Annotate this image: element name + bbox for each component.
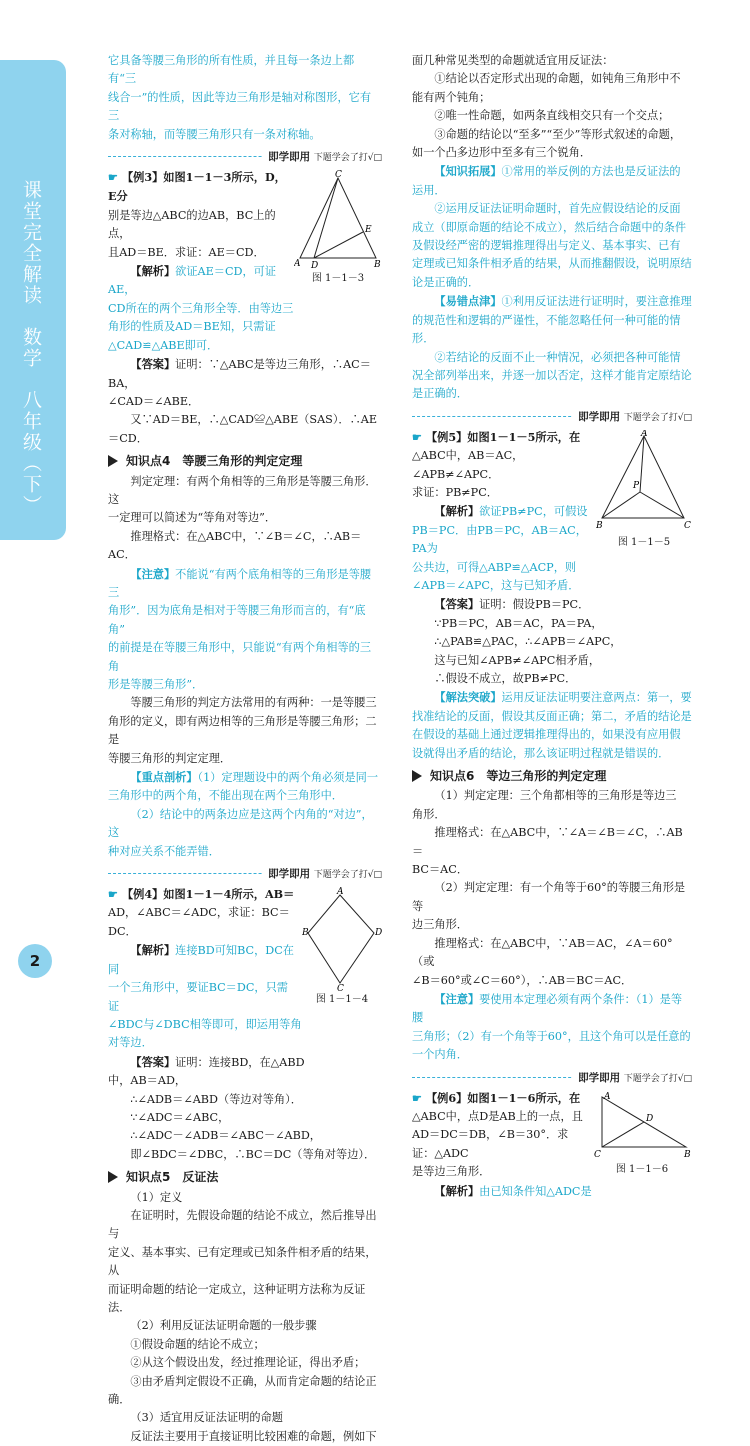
body-line: 面几种常见类型的命题就适宜用反证法： [412, 54, 614, 67]
ext-line: 成立（即原命题的结论不成立），然后结合命题中的条件 [412, 220, 687, 234]
answer-line: ∴假设不成立，故PB≠PC． [434, 672, 577, 685]
practice-bar-title: 即学即用 [578, 1071, 621, 1084]
example-line: AD，∠ABC＝∠ADC，求证：BC＝DC． [108, 906, 290, 938]
label-A: A [604, 1091, 611, 1102]
tip-line: 找准结论的反面，假设其反面正确；第二，矛盾的结论是 [412, 709, 692, 723]
body-line: （1）定义 [130, 1190, 183, 1204]
err-line: 是正确的． [412, 387, 468, 401]
note-line: 【注意】不能说“有两个底角相等的三角形是等腰三 [108, 566, 372, 599]
body-line: 边三角形． [412, 918, 468, 932]
analysis-line: 【解析】欲证AE＝CD，可证AE， [108, 264, 277, 297]
figure-1-1-6 [592, 1091, 692, 1179]
example-line: △ABC中，AB＝AC，∠APB≠∠APC． [412, 449, 524, 481]
practice-bar-checkbox[interactable]: 下题学会了打√□ [623, 412, 692, 423]
analysis-line: 【解析】欲证PB≠PC，可假设 [434, 504, 588, 519]
key-line: 【重点剖析】（1）定理题设中的两个角必须是同一 [130, 770, 379, 785]
example-line: ☛ 【例5】如图1－1－5所示，在 [412, 429, 581, 444]
triangle-bullet-icon [108, 455, 118, 467]
label-C: C [594, 1149, 601, 1160]
label-C: C [335, 170, 342, 181]
answer-line: 这与已知∠APB≠∠APC相矛盾， [434, 653, 601, 667]
intro-line: 它具备等腰三角形的所有性质，并且每一条边上都有“三 [108, 54, 355, 86]
ext-line: 定理或已知条件相矛盾的结果，从而推翻假设，说明原结 [412, 257, 692, 271]
analysis-line: 角形的性质及AD＝BE知，只需证 [108, 320, 276, 334]
practice-bar [412, 408, 692, 424]
body-line: BC＝AC． [412, 863, 469, 877]
analysis-line: PB＝PC．由PB＝PC，AB＝AC，PA为 [412, 523, 587, 556]
body-line: 而证明命题的结论一定成立，这种证明方法称为反证法． [108, 1282, 366, 1314]
analysis-line: △CAD≌△ABE即可． [108, 338, 219, 352]
analysis-line: 【解析】由已知条件知△ADC是 [434, 1183, 592, 1198]
example-line: ☛ 【例4】如图1－1－4所示，AB＝ [108, 887, 295, 902]
label-B: B [684, 1149, 691, 1160]
example-line: 是等边三角形． [412, 1165, 491, 1179]
example-line: ☛ 【例6】如图1－1－6所示，在 [412, 1090, 581, 1105]
example-line: AD＝DC＝DB，∠B＝30°．求证：△ADC [412, 1128, 569, 1160]
note-line: 【注意】要使用本定理必须有两个条件：（1）是等腰 [412, 991, 683, 1025]
body-line: 判定定理：有两个角相等的三角形是等腰三角形．这 [108, 474, 377, 506]
label-B: B [302, 928, 309, 939]
note-line: 的前提是在等腰三角形中，只能说“有两个角相等的三角 [108, 641, 372, 673]
body-line: 如一个凸多边形中至多有三个锐角． [412, 146, 592, 160]
body-line: ①结论以否定形式出现的命题，如钝角三角形中不 [434, 72, 681, 86]
body-line: ①假设命题的结论不成立； [130, 1337, 265, 1351]
knowledge-point-heading: 知识点6 等边三角形的判定定理 [412, 767, 692, 785]
analysis-line: ∠APB＝∠APC，这与已知矛盾． [412, 578, 580, 592]
label-C: C [684, 520, 691, 531]
body-line: 角形的定义，即有两边相等的三角形是等腰三角形；二是 [108, 714, 377, 747]
err-line: ②若结论的反面不止一种情况，必须把各种可能情 [434, 350, 681, 364]
note-line: 一个内角． [412, 1048, 468, 1062]
body-line: 反证法主要用于直接证明比较困难的命题，例如下 [130, 1429, 377, 1443]
practice-bar-checkbox[interactable]: 下题学会了打√□ [313, 870, 382, 881]
body-line: 在证明时，先假设命题的结论不成立，然后推导出与 [108, 1208, 377, 1241]
body-line: （3）适宜用反证法证明的命题 [130, 1411, 283, 1425]
analysis-line: 一个三角形中，要证BC＝DC，只需证 [108, 981, 288, 1013]
label-A: A [294, 259, 301, 270]
note-line: 三角形；（2）有一个角等于60°，且这个角可以是任意的 [412, 1029, 691, 1043]
right-triangle-figure [592, 1091, 692, 1161]
vertical-book-title: 课堂完全解读 数学 八年级（下） [20, 180, 42, 516]
ext-line: 【知识拓展】①常用的举反例的方法也是反证法的 [434, 164, 681, 179]
triangle-figure [294, 170, 382, 270]
answer-line: ∴∠ADC－∠ADB＝∠ABC－∠ABD， [130, 1129, 321, 1143]
ext-line: 论是正确的． [412, 275, 480, 289]
label-D: D [311, 261, 319, 271]
figure-caption: 图 1－1－6 [615, 1163, 669, 1175]
answer-line: ∴△PAB≌△PAC，∴∠APB＝∠APC， [434, 635, 622, 649]
body-line: 一定理可以简述为“等角对等边”． [108, 511, 277, 525]
label-D: D [375, 928, 382, 939]
tip-line: 【解法突破】运用反证法证明要注意两点：第一，要 [434, 690, 692, 705]
example-line: 求证：PB≠PC． [412, 485, 498, 499]
example-line: ☛ 【例3】如图1－1－3所示，D，E分 [108, 170, 286, 204]
body-line: 等腰三角形的判定定理． [108, 751, 232, 765]
answer-line: 又∵AD＝BE，∴△CAD≌△ABE（SAS）．∴AE＝CD． [108, 413, 378, 445]
left-column [108, 52, 382, 1446]
body-line: ②从这个假设出发，经过推理论证，得出矛盾； [130, 1356, 366, 1370]
body-line: ②唯一性命题，如两条直线相交只有一个交点； [434, 109, 670, 123]
kite-figure [302, 887, 382, 991]
answer-line: 【答案】证明：∵△ABC是等边三角形，∴AC＝BA， [108, 357, 371, 390]
body-line: （1）判定定理：三个角都相等的三角形是等边三 [434, 789, 677, 803]
body-line: （2）判定定理：有一个角等于60°的等腰三角形是等 [412, 881, 686, 913]
ext-line: 及假设经严密的逻辑推理得出与定义、基本事实、已有 [412, 239, 681, 253]
body-line: 推理格式：在△ABC中，∵∠B＝∠C，∴AB＝AC． [108, 529, 362, 562]
body-line: 等腰三角形的判定方法常用的有两种：一是等腰三 [130, 696, 377, 710]
tip-line: 在假设的基础上通过逻辑推理得出的，如果没有应用假 [412, 728, 681, 742]
answer-line: 中，AB＝AD， [108, 1074, 187, 1088]
label-D: D [646, 1113, 654, 1124]
answer-line: ∴∠ADB＝∠ABD（等边对等角）． [130, 1092, 302, 1106]
figure-caption: 图 1－1－4 [315, 994, 369, 1006]
tip-line: 设就得出矛盾的结论，那么该证明过程就是错误的． [412, 746, 670, 760]
figure-1-1-3 [294, 170, 382, 288]
label-A: A [641, 429, 648, 439]
answer-line: ∠CAD＝∠ABE． [108, 394, 200, 408]
practice-bar-title: 即学即用 [268, 868, 311, 881]
example-line: △ABC中，点D是AB上的一点，且 [412, 1109, 583, 1123]
practice-bar [108, 865, 382, 881]
analysis-line: 对等边． [108, 1036, 153, 1050]
key-line: 种对应关系不能弄错． [108, 844, 220, 858]
label-B: B [374, 260, 381, 271]
err-line: 【易错点津】①利用反证法进行证明时，要注意推理 [434, 294, 692, 309]
intro-line: 线合一”的性质，因此等边三角形是轴对称图形，它有三 [108, 90, 372, 123]
right-column [412, 52, 692, 1201]
body-line: ③由矛盾判定假设不正确，从而肯定命题的结论正确． [108, 1374, 377, 1407]
body-line: 能有两个钝角； [412, 90, 491, 104]
answer-line: 【答案】证明：假设PB＝PC． [434, 597, 590, 612]
label-B: B [596, 520, 603, 531]
figure-1-1-4 [302, 887, 382, 1009]
body-line: 定义、基本事实、已有定理或已知条件相矛盾的结果，从 [108, 1245, 377, 1278]
note-line: 角形”．因为底角是相对于等腰三角形而言的，有“底角” [108, 604, 366, 636]
label-A: A [337, 887, 344, 898]
sidebar [0, 0, 70, 1061]
knowledge-point-heading: 知识点5 反证法 [108, 1168, 382, 1186]
body-line: 角形． [412, 807, 446, 821]
answer-line: 【答案】证明：连接BD，在△ABD [130, 1054, 305, 1069]
analysis-line: 公共边，可得△ABP≌△ACP，则 [412, 560, 577, 574]
body-line: 推理格式：在△ABC中，∵∠A＝∠B＝∠C，∴AB＝ [412, 826, 683, 858]
key-line: 三角形中的两个角，不能出现在两个三角形中． [108, 789, 343, 803]
label-P: P [633, 480, 640, 491]
key-line: （2）结论中的两条边应是这两个内角的“对边”，这 [108, 807, 373, 840]
intro-line: 条对称轴，而等腰三角形只有一条对称轴。 [108, 127, 321, 141]
analysis-line: CD所在的两个三角形全等．由等边三 [108, 301, 294, 315]
triangle-point-figure [596, 430, 692, 534]
practice-bar-title: 即学即用 [578, 410, 621, 423]
label-C: C [337, 984, 344, 992]
answer-line: 即∠BDC＝∠DBC，∴BC＝DC（等角对等边）． [130, 1147, 376, 1161]
answer-line: ∵∠ADC＝∠ABC， [130, 1110, 230, 1124]
example-line: 别是等边△ABC的边AB，BC上的点， [108, 208, 276, 241]
triangle-bullet-icon [108, 1171, 118, 1183]
note-line: 形是等腰三角形”． [108, 678, 204, 691]
analysis-line: 【解析】连接BD可知BC，DC在同 [108, 943, 294, 976]
figure-caption: 图 1－1－5 [617, 536, 671, 548]
err-line: 的规范性和逻辑的严谨性，不能忽略任何一种可能的情形． [412, 313, 681, 346]
figure-1-1-5 [596, 430, 692, 552]
analysis-line: ∠BDC与∠DBC相等即可，即运用等角 [108, 1017, 302, 1031]
label-E: E [365, 225, 372, 236]
body-line: ∠B＝60°或∠C＝60°），∴AB＝BC＝AC． [412, 973, 633, 987]
page-number: 2 [18, 944, 52, 978]
figure-caption: 图 1－1－3 [311, 273, 365, 285]
practice-bar [108, 148, 382, 164]
practice-bar [412, 1069, 692, 1085]
practice-bar-checkbox[interactable]: 下题学会了打√□ [623, 1073, 692, 1084]
body-line: （2）利用反证法证明命题的一般步骤 [130, 1319, 317, 1333]
practice-bar-title: 即学即用 [268, 151, 311, 164]
example-line: 且AD＝BE．求证：AE＝CD． [108, 245, 265, 259]
answer-line: ∵PB＝PC，AB＝AC，PA＝PA， [434, 616, 603, 630]
practice-bar-checkbox[interactable]: 下题学会了打√□ [313, 153, 382, 164]
ext-line: 运用． [412, 183, 446, 197]
triangle-bullet-icon [412, 770, 422, 782]
body-line: ③命题的结论以“至多”“至少”等形式叙述的命题， [434, 127, 682, 141]
ext-line: ②运用反证法证明命题时，首先应假设结论的反面 [434, 202, 681, 216]
body-line: 推理格式：在△ABC中，∵AB＝AC，∠A＝60°（或 [412, 936, 673, 969]
knowledge-point-heading: 知识点4 等腰三角形的判定定理 [108, 452, 382, 470]
err-line: 况全部列举出来，并逐一加以否定，这样才能肯定原结论 [412, 368, 692, 382]
